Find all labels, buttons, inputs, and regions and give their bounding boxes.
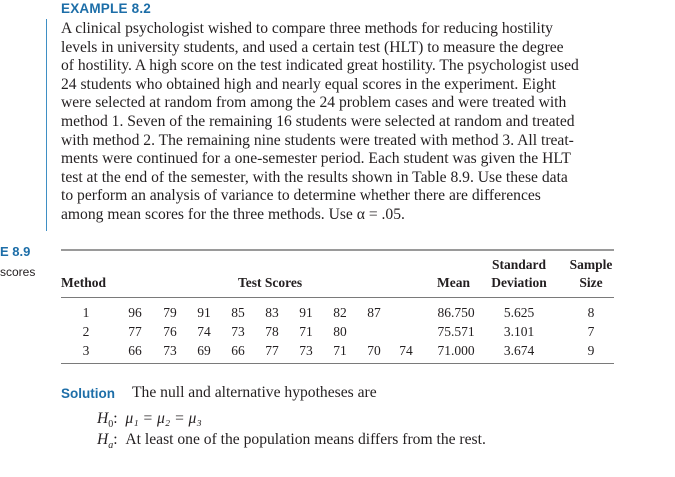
row1-n: 8 [587, 305, 595, 320]
score-cell: 83 [265, 305, 279, 320]
problem-line: levels in university students, and used a certain test (HLT) to measure the degree [61, 38, 564, 56]
row3-sd: 3.674 [503, 343, 535, 358]
problem-statement [61, 20, 614, 225]
table-bottom-rule [61, 363, 614, 364]
header-method: Method [61, 275, 106, 290]
score-cell: 70 [367, 343, 381, 358]
score-cell: 73 [231, 324, 245, 339]
header-n-line2: Size [579, 275, 603, 290]
score-cell: 77 [128, 324, 142, 339]
example-side-rule [46, 19, 47, 231]
solution-label: Solution [61, 386, 115, 401]
score-cell: 91 [197, 305, 211, 320]
table-sublabel: scores [0, 265, 36, 279]
problem-line: test at the end of the semester, with the results shown in Table 8.9. Use these data [61, 168, 568, 186]
row3-n: 9 [587, 343, 595, 358]
row2-mean: 75.571 [437, 324, 475, 339]
score-cell: 80 [333, 324, 347, 339]
solution-text: The null and alternative hypotheses are [132, 384, 377, 401]
header-test-scores: Test Scores [238, 275, 303, 290]
example-label: EXAMPLE 8.2 [61, 1, 151, 16]
h0-expression: μ₁ = μ₂ = μ₃ [125, 410, 202, 427]
score-cell: 85 [231, 305, 245, 320]
row1-method: 1 [82, 305, 90, 320]
score-cell: 82 [333, 305, 347, 320]
problem-line: with method 2. The remaining nine students were treated with method 3. All treat- [61, 131, 574, 149]
score-cell: 79 [163, 305, 177, 320]
score-cell: 74 [197, 324, 211, 339]
score-cell: 77 [265, 343, 279, 358]
problem-line: to perform an analysis of variance to determine whether there are differences [61, 187, 541, 205]
score-cell: 76 [163, 324, 177, 339]
null-hypothesis: $H_0$: μ₁ = μ₂ = μ₃ [97, 410, 202, 431]
score-cell: 91 [299, 305, 313, 320]
h0-subscript: 0 [108, 419, 114, 431]
score-cell: 78 [265, 324, 279, 339]
score-cell: 87 [367, 305, 381, 320]
score-cell: 71 [333, 343, 347, 358]
header-mean: Mean [437, 275, 470, 290]
row2-n: 7 [587, 324, 595, 339]
ha-subscript: a [108, 440, 114, 452]
problem-line: ments were continued for a one-semester period. Each student was given the HLT [61, 150, 571, 168]
problem-line: among mean scores for the three methods. Use α = .05. [61, 205, 405, 223]
row3-method: 3 [82, 343, 90, 358]
table-top-rule [61, 249, 614, 251]
header-sd-line2: Deviation [491, 275, 547, 290]
table-label: E 8.9 [0, 244, 31, 259]
score-cell: 73 [163, 343, 177, 358]
ha-text: At least one of the population means differs from the rest. [125, 431, 486, 448]
problem-line: were selected at random from among the 24 problem cases and were treated with [61, 94, 567, 112]
problem-line: of hostility. A high score on the test indicated great hostility. The psychologist used [61, 57, 579, 75]
score-cell: 69 [197, 343, 211, 358]
score-cell: 74 [399, 343, 413, 358]
row1-mean: 86.750 [437, 305, 475, 320]
h0-symbol: H [97, 410, 109, 427]
problem-line: method 1. Seven of the remaining 16 students were selected at random and treated [61, 112, 575, 130]
score-cell: 96 [128, 305, 142, 320]
alternative-hypothesis: $H_a$: At least one of the population means differs from the rest. [97, 431, 486, 452]
row3-mean: 71.000 [437, 343, 475, 358]
problem-line: 24 students who obtained high and nearly equal scores in the experiment. Eight [61, 75, 556, 93]
score-cell: 71 [299, 324, 313, 339]
score-cell: 73 [299, 343, 313, 358]
row1-sd: 5.625 [503, 305, 535, 320]
score-cell: 66 [128, 343, 142, 358]
row2-sd: 3.101 [503, 324, 535, 339]
row2-method: 2 [82, 324, 90, 339]
table-header-rule [61, 297, 614, 298]
problem-line: A clinical psychologist wished to compare three methods for reducing hostility [61, 20, 553, 37]
header-n-line1: Sample [569, 257, 613, 272]
header-sd-line1: Standard [491, 257, 547, 272]
ha-symbol: H [97, 431, 109, 448]
score-cell: 66 [231, 343, 245, 358]
